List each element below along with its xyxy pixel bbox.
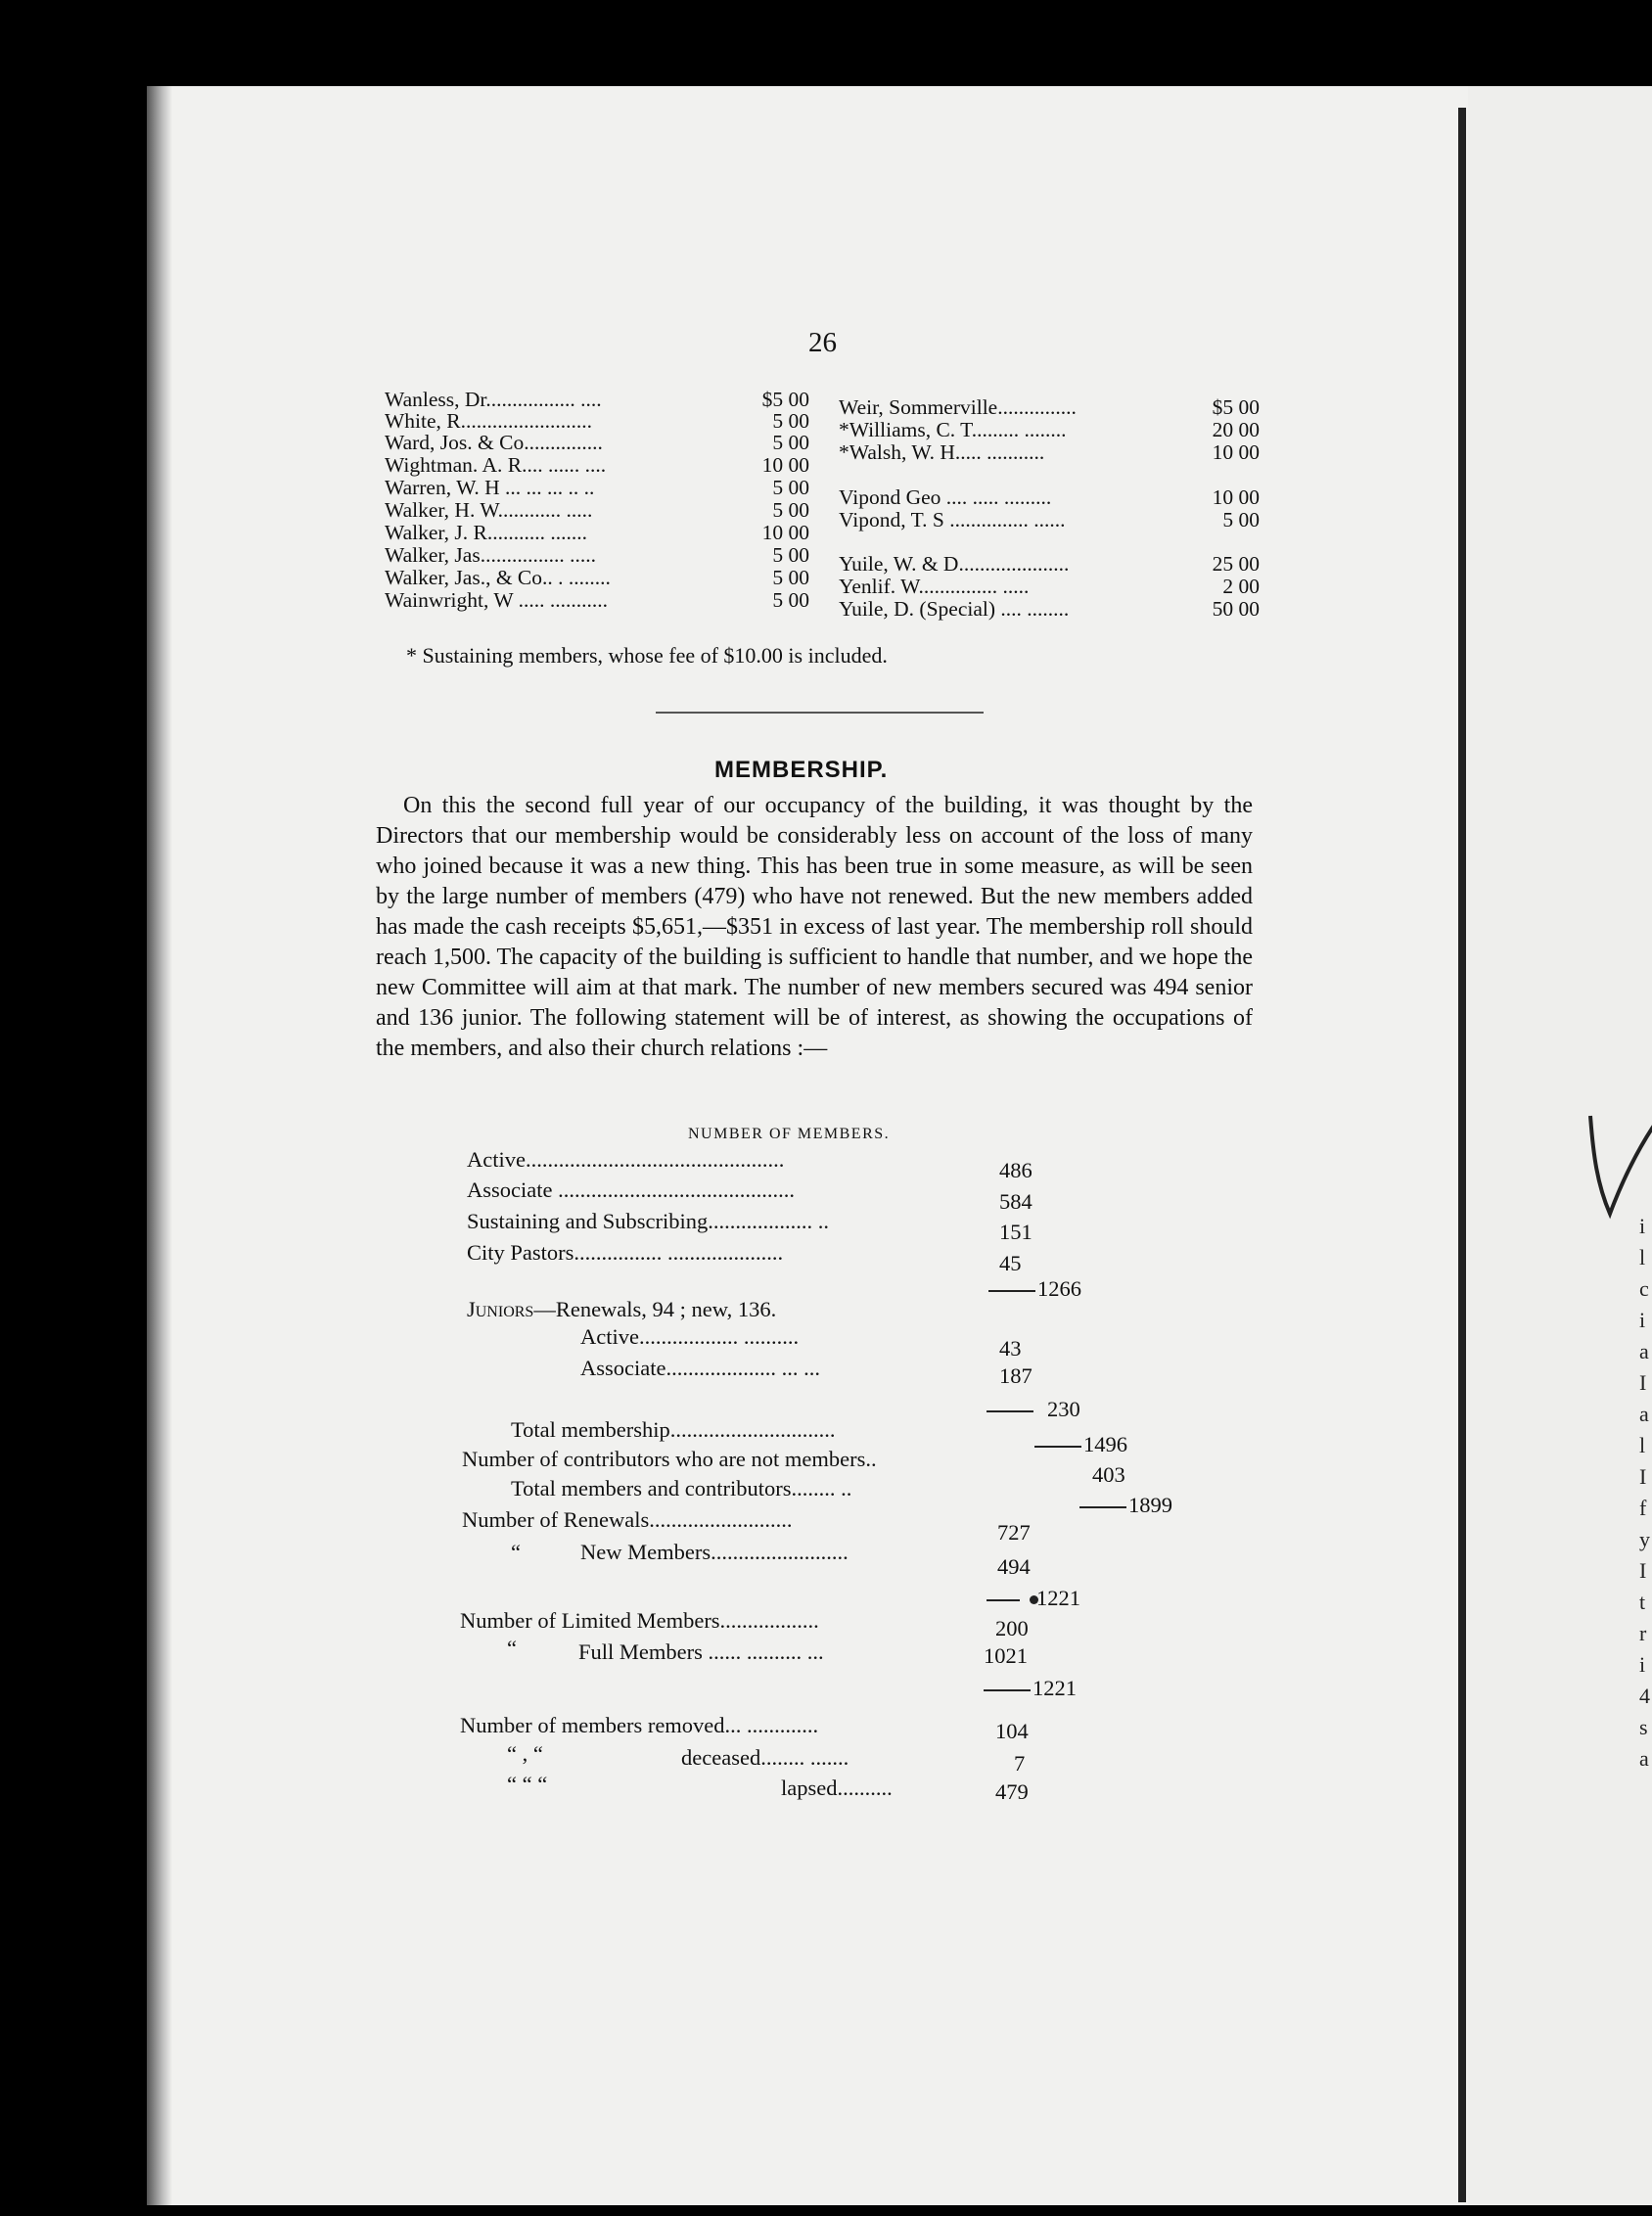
page-number: 26 bbox=[808, 327, 837, 358]
row-value: 7 bbox=[1014, 1751, 1026, 1776]
row-value: 479 bbox=[995, 1779, 1029, 1804]
subscriber-amount: 10 00 bbox=[761, 453, 809, 477]
edge-glyph: i bbox=[1639, 1652, 1646, 1677]
row-label: Total members and contributors........ .. bbox=[511, 1476, 852, 1500]
row-label: Active.................. .......... bbox=[580, 1324, 800, 1349]
row-label: deceased........ ....... bbox=[681, 1745, 849, 1770]
subscriber-name: Weir, Sommerville............... bbox=[839, 395, 1077, 419]
subscriber-amount: $5 00 bbox=[761, 388, 809, 411]
row-value: 1021 bbox=[984, 1643, 1028, 1668]
row-label: Associate.................... ... ... bbox=[580, 1356, 820, 1380]
row-value: 494 bbox=[997, 1554, 1031, 1579]
subtotal bbox=[987, 1586, 1080, 1611]
edge-glyph: I bbox=[1639, 1464, 1647, 1489]
subscriber-amount: 10 00 bbox=[1212, 440, 1260, 464]
ditto-mark: “ bbox=[507, 1636, 517, 1660]
ditto-mark: “ , “ bbox=[507, 1741, 543, 1766]
row-label: Number of contributors who are not members.. bbox=[462, 1447, 877, 1471]
subscriber-name: Yuile, D. (Special) .... ........ bbox=[839, 597, 1070, 621]
membership-paragraph bbox=[376, 791, 1253, 1064]
subtotal-dash bbox=[984, 1689, 1031, 1691]
subscriber-amount: 5 00 bbox=[772, 543, 809, 567]
row-value: 187 bbox=[999, 1363, 1032, 1388]
edge-glyph: 4 bbox=[1639, 1684, 1650, 1708]
row-value: 486 bbox=[999, 1158, 1032, 1182]
subscriber-name: Walker, H. W............ ..... bbox=[385, 498, 593, 522]
subtotal bbox=[987, 1397, 1080, 1422]
subscriber-amount: $5 00 bbox=[1212, 395, 1260, 419]
juniors-header bbox=[467, 1297, 776, 1322]
row-label: Total membership.............................. bbox=[511, 1417, 836, 1442]
subtotal-dash bbox=[987, 1599, 1020, 1601]
ditto-mark: “ “ “ bbox=[507, 1772, 548, 1796]
subscriber-amount: 20 00 bbox=[1212, 418, 1260, 441]
subscriber-amount: 50 00 bbox=[1212, 597, 1260, 621]
subscriber-name: Walker, Jas., & Co.. . ........ bbox=[385, 566, 611, 589]
row-label: Number of Renewals.......................... bbox=[462, 1507, 793, 1532]
handwritten-check-mark bbox=[1585, 1096, 1652, 1223]
subscriber-amount: 5 00 bbox=[772, 566, 809, 589]
subscriber-name: Warren, W. H ... ... ... .. .. bbox=[385, 476, 595, 499]
row-label: Sustaining and Subscribing................... .. bbox=[467, 1209, 829, 1233]
subscriber-amount: 25 00 bbox=[1212, 552, 1260, 576]
row-label: Full Members ...... .......... ... bbox=[578, 1639, 824, 1664]
subscriber-amount: 5 00 bbox=[772, 498, 809, 522]
subscriber-name: Wanless, Dr................. .... bbox=[385, 388, 602, 411]
row-label: Associate ........................................... bbox=[467, 1177, 795, 1202]
subtotal-dash bbox=[1034, 1446, 1081, 1448]
edge-glyph: I bbox=[1639, 1558, 1647, 1583]
row-value: 151 bbox=[999, 1220, 1032, 1244]
subscriber-amount: 2 00 bbox=[1222, 575, 1260, 598]
subscriber-amount: 5 00 bbox=[1222, 508, 1260, 531]
section-heading: MEMBERSHIP. bbox=[714, 757, 889, 783]
subscriber-name: Yuile, W. & D..................... bbox=[839, 552, 1070, 576]
row-label: New Members......................... bbox=[580, 1540, 849, 1564]
subscriber-amount: 10 00 bbox=[761, 521, 809, 544]
book-page bbox=[147, 86, 1473, 2205]
subtotal-value: 1221 bbox=[1036, 1586, 1080, 1610]
row-value: 104 bbox=[995, 1719, 1029, 1743]
subtotal-value: 1266 bbox=[1037, 1276, 1081, 1301]
subscriber-name: Ward, Jos. & Co............... bbox=[385, 431, 603, 454]
subtotal-dash bbox=[987, 1410, 1033, 1412]
subscriber-name: Vipond, T. S ............... ...... bbox=[839, 508, 1066, 531]
edge-glyph: s bbox=[1639, 1715, 1648, 1739]
subtotal bbox=[1034, 1432, 1127, 1457]
subtotal bbox=[1079, 1493, 1172, 1518]
row-value: 200 bbox=[995, 1616, 1029, 1640]
edge-glyph: f bbox=[1639, 1496, 1647, 1520]
subscriber-name: White, R......................... bbox=[385, 409, 592, 433]
section-divider bbox=[656, 712, 984, 714]
subscriber-name: Vipond Geo .... ..... ......... bbox=[839, 485, 1052, 509]
paragraph-text: On this the second full year of our occupancy of the building, it was thought by the Directors that our membership would be considerably less on account of the loss of many who joined because it was a new thing. This has been true in some measure, as will be seen by the large number of members (479) who have not renewed. But the new members added has made the cash receipts $5,651,—$351 in excess of last year. The membership roll should reach 1,500. The capacity of the building is sufficient to handle that number, and we hope the new Committee will aim at that mark. The number of new members secured was 494 senior and 136 junior. The following statement will be of interest, as showing the occupations of the members, and also their church relations :— bbox=[376, 793, 1253, 1061]
row-label: Number of members removed... ............. bbox=[460, 1713, 819, 1737]
subscriber-amount: 5 00 bbox=[772, 409, 809, 433]
edge-glyph: i bbox=[1639, 1214, 1646, 1238]
subtotal-value: 1899 bbox=[1128, 1493, 1172, 1517]
juniors-label: Juniors bbox=[467, 1297, 534, 1321]
edge-glyph: r bbox=[1639, 1621, 1647, 1645]
subtotal bbox=[988, 1276, 1081, 1302]
edge-glyph: a bbox=[1639, 1402, 1649, 1426]
row-label: lapsed.......... bbox=[781, 1776, 893, 1800]
row-value: 43 bbox=[999, 1336, 1022, 1361]
edge-glyph: y bbox=[1639, 1527, 1650, 1551]
edge-glyph: a bbox=[1639, 1746, 1649, 1771]
row-value: 584 bbox=[999, 1189, 1032, 1214]
page-binding-shadow bbox=[147, 86, 172, 2205]
page-fold-line bbox=[1458, 108, 1466, 2202]
edge-glyph: c bbox=[1639, 1276, 1649, 1301]
subtotal-value: 1221 bbox=[1032, 1676, 1077, 1700]
edge-glyph: i bbox=[1639, 1308, 1646, 1332]
subtotal-dash bbox=[988, 1290, 1035, 1292]
subtotal-value: 230 bbox=[1047, 1397, 1080, 1421]
row-value: 727 bbox=[997, 1520, 1031, 1545]
edge-glyph: t bbox=[1639, 1590, 1646, 1614]
subtotal bbox=[984, 1676, 1077, 1701]
subscriber-amount: 5 00 bbox=[772, 431, 809, 454]
subscriber-name: Walker, Jas................ ..... bbox=[385, 543, 596, 567]
edge-glyph: I bbox=[1639, 1370, 1647, 1395]
subscriber-amount: 5 00 bbox=[772, 476, 809, 499]
row-label: Active............................................... bbox=[467, 1147, 785, 1172]
row-value: 403 bbox=[1092, 1462, 1125, 1487]
edge-glyph: a bbox=[1639, 1339, 1649, 1363]
subtotal-dash bbox=[1079, 1506, 1126, 1508]
ditto-mark: “ bbox=[511, 1540, 521, 1564]
row-label: City Pastors................ ..................... bbox=[467, 1240, 784, 1265]
subscriber-amount: 5 00 bbox=[772, 588, 809, 612]
subscriber-name: *Walsh, W. H..... ........... bbox=[839, 440, 1045, 464]
row-value: 45 bbox=[999, 1251, 1022, 1275]
edge-glyph: l bbox=[1639, 1433, 1646, 1457]
subscriber-name: Wightman. A. R.... ...... .... bbox=[385, 453, 607, 477]
subscriber-name: Wainwright, W ..... ........... bbox=[385, 588, 608, 612]
subtotal-value: 1496 bbox=[1083, 1432, 1127, 1456]
edge-glyph: l bbox=[1639, 1245, 1646, 1270]
subscriber-name: *Williams, C. T......... ........ bbox=[839, 418, 1067, 441]
subscriber-amount: 10 00 bbox=[1212, 485, 1260, 509]
subscriber-name: Yenlif. W............... ..... bbox=[839, 575, 1030, 598]
footnote: * Sustaining members, whose fee of $10.00 is included. bbox=[406, 643, 888, 668]
juniors-detail: —Renewals, 94 ; new, 136. bbox=[533, 1297, 777, 1321]
subscriber-name: Walker, J. R........... ....... bbox=[385, 521, 588, 544]
row-label: Number of Limited Members.................. bbox=[460, 1608, 819, 1633]
table-caption: NUMBER OF MEMBERS. bbox=[688, 1126, 891, 1142]
